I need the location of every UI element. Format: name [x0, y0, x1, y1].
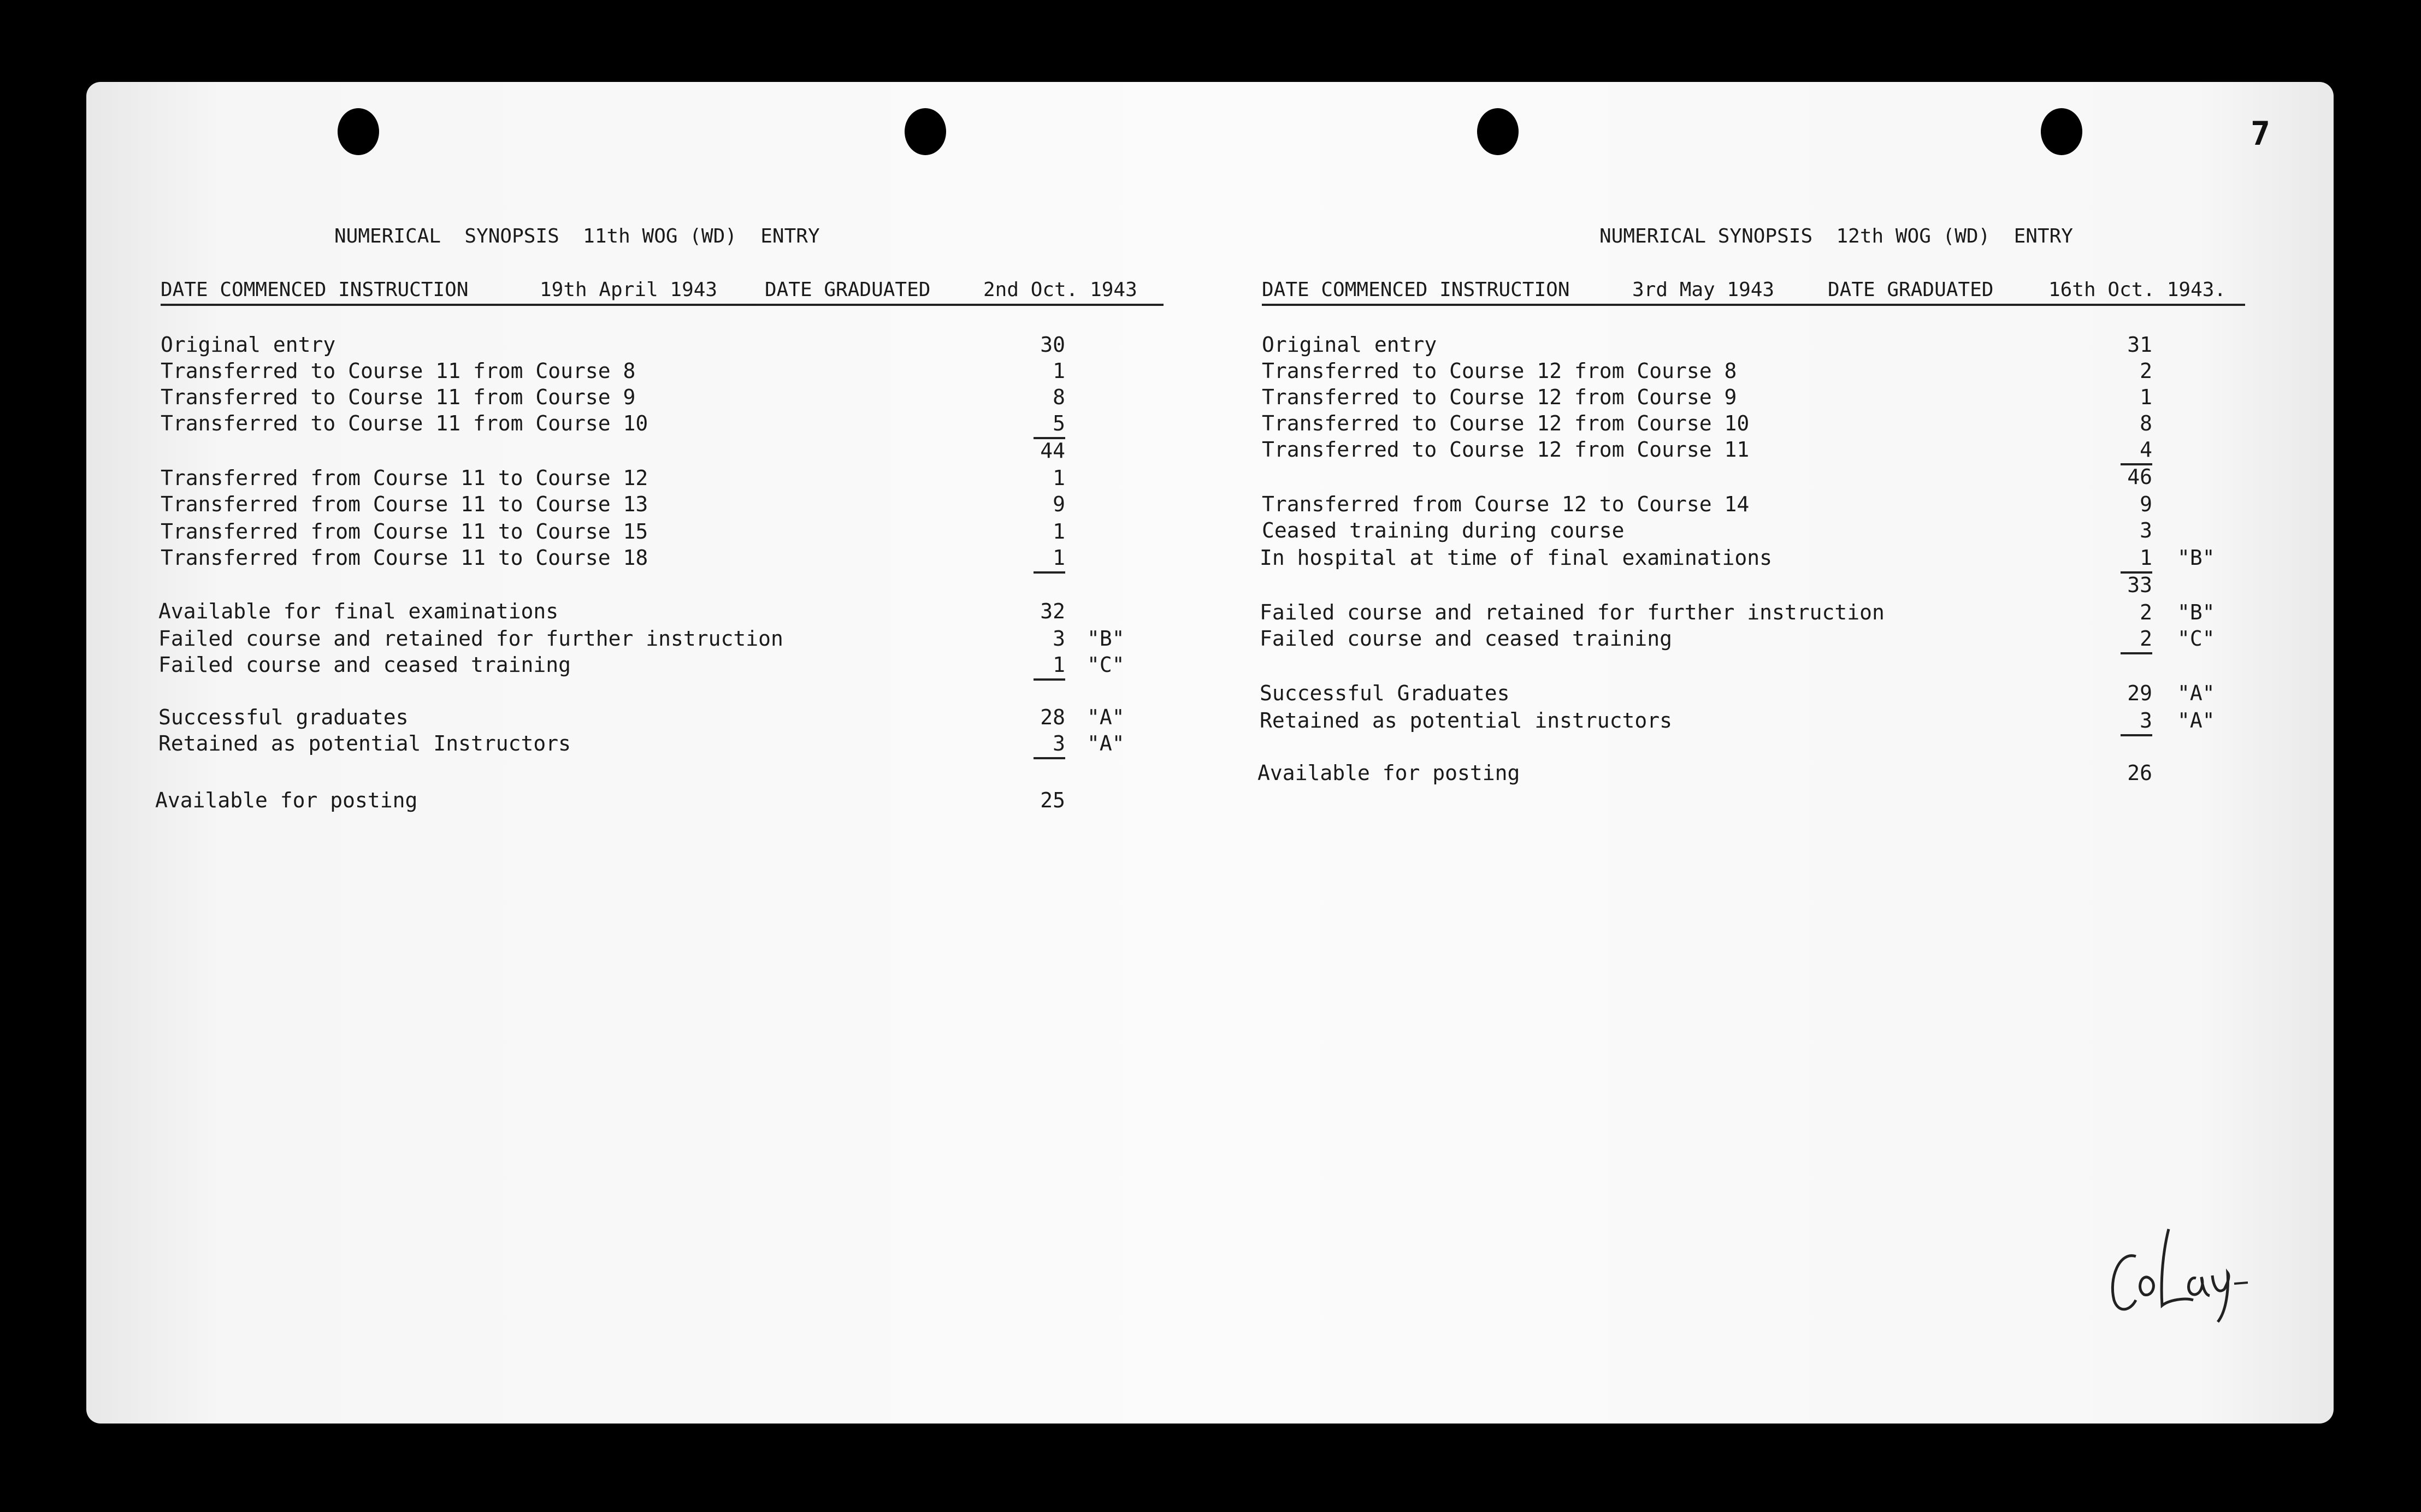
- row-value: 1: [1053, 466, 1065, 490]
- row-value: 9: [2140, 492, 2152, 516]
- row-label: Original entry: [1262, 333, 1437, 357]
- row-label: Successful Graduates: [1260, 681, 1510, 705]
- row-value: 1: [1053, 519, 1065, 544]
- row-value: 1: [1053, 653, 1065, 677]
- row-value: 31: [2127, 333, 2152, 357]
- left-graduated-label: DATE GRADUATED: [765, 279, 931, 301]
- row-value: 28: [1040, 705, 1065, 729]
- row-value: 32: [1040, 599, 1065, 623]
- row-value: 2: [2140, 359, 2152, 383]
- row-value: 1: [2140, 385, 2152, 409]
- grade-code: "A": [1087, 705, 1125, 729]
- row-label: In hospital at time of final examinations: [1260, 546, 1772, 570]
- row-label: Available for posting: [155, 788, 418, 812]
- row-label: Failed course and retained for further instruction: [1260, 600, 1885, 624]
- left-graduated-date: 2nd Oct. 1943: [983, 279, 1137, 301]
- row-value: 8: [2140, 411, 2152, 435]
- page-number: 7: [2251, 115, 2271, 153]
- underline-rule: [1034, 678, 1065, 681]
- grade-code: "C": [1087, 653, 1125, 677]
- row-label: Available for final examinations: [158, 599, 559, 623]
- left-commenced-date: 19th April 1943: [540, 279, 718, 301]
- punch-hole: [1477, 108, 1519, 155]
- grade-code: "A": [1087, 731, 1125, 755]
- punch-hole: [905, 108, 946, 155]
- row-value: 1: [1053, 546, 1065, 570]
- underline-rule: [2121, 652, 2152, 654]
- row-value: 1: [1053, 359, 1065, 383]
- row-value: 9: [1053, 492, 1065, 516]
- row-value: 3: [2140, 708, 2152, 733]
- underline-rule: [2121, 734, 2152, 736]
- row-label: Transferred to Course 12 from Course 9: [1262, 385, 1737, 409]
- row-value: 3: [2140, 518, 2152, 542]
- row-label: Retained as potential Instructors: [158, 731, 571, 755]
- right-graduated-label: DATE GRADUATED: [1828, 279, 1994, 301]
- subtotal-value: 46: [2127, 465, 2152, 489]
- row-value: 2: [2140, 627, 2152, 651]
- row-label: Original entry: [161, 333, 336, 357]
- left-header-rule: [161, 304, 1164, 306]
- subtotal-value: 33: [2127, 573, 2152, 597]
- row-label: Transferred to Course 11 from Course 10: [161, 411, 648, 435]
- row-value: 25: [1040, 788, 1065, 812]
- row-value: 3: [1053, 731, 1065, 755]
- row-label: Transferred from Course 12 to Course 14: [1262, 492, 1750, 516]
- grade-code: "A": [2177, 681, 2215, 705]
- row-label: Transferred to Course 11 from Course 9: [161, 385, 636, 409]
- row-label: Retained as potential instructors: [1260, 708, 1672, 733]
- row-label: Transferred from Course 11 to Course 12: [161, 466, 648, 490]
- row-label: Failed course and ceased training: [158, 653, 571, 677]
- row-label: Transferred from Course 11 to Course 15: [161, 519, 648, 544]
- row-label: Transferred to Course 12 from Course 10: [1262, 411, 1750, 435]
- grade-code: "C": [2177, 627, 2215, 651]
- row-label: Transferred from Course 11 to Course 13: [161, 492, 648, 516]
- subtotal-value: 44: [1040, 439, 1065, 463]
- right-commenced-label: DATE COMMENCED INSTRUCTION: [1262, 279, 1570, 301]
- row-value: 4: [2140, 438, 2152, 462]
- right-title: NUMERICAL SYNOPSIS 12th WOG (WD) ENTRY: [1599, 225, 2073, 247]
- row-label: Failed course and retained for further instruction: [158, 627, 783, 651]
- grade-code: "B": [2177, 546, 2215, 570]
- right-commenced-date: 3rd May 1943: [1632, 279, 1775, 301]
- row-value: 2: [2140, 600, 2152, 624]
- signature: [2098, 1218, 2251, 1327]
- punch-hole: [2041, 108, 2082, 155]
- underline-rule: [1034, 571, 1065, 574]
- punch-hole: [338, 108, 379, 155]
- row-value: 5: [1053, 411, 1065, 435]
- grade-code: "B": [1087, 627, 1125, 651]
- row-value: 1: [2140, 546, 2152, 570]
- row-label: Available for posting: [1257, 761, 1520, 785]
- row-label: Transferred to Course 11 from Course 8: [161, 359, 636, 383]
- row-value: 26: [2127, 761, 2152, 785]
- left-commenced-label: DATE COMMENCED INSTRUCTION: [161, 279, 469, 301]
- right-header-rule: [1262, 304, 2245, 306]
- left-title: NUMERICAL SYNOPSIS 11th WOG (WD) ENTRY: [334, 225, 820, 247]
- underline-rule: [1034, 757, 1065, 759]
- right-graduated-date: 16th Oct. 1943.: [2048, 279, 2227, 301]
- row-value: 29: [2127, 681, 2152, 705]
- row-label: Failed course and ceased training: [1260, 627, 1672, 651]
- grade-code: "B": [2177, 600, 2215, 624]
- row-label: Successful graduates: [158, 705, 409, 729]
- row-label: Transferred from Course 11 to Course 18: [161, 546, 648, 570]
- row-label: Transferred to Course 12 from Course 11: [1262, 438, 1750, 462]
- row-value: 8: [1053, 385, 1065, 409]
- grade-code: "A": [2177, 708, 2215, 733]
- row-value: 30: [1040, 333, 1065, 357]
- row-label: Transferred to Course 12 from Course 8: [1262, 359, 1737, 383]
- row-label: Ceased training during course: [1262, 518, 1625, 542]
- row-value: 3: [1053, 627, 1065, 651]
